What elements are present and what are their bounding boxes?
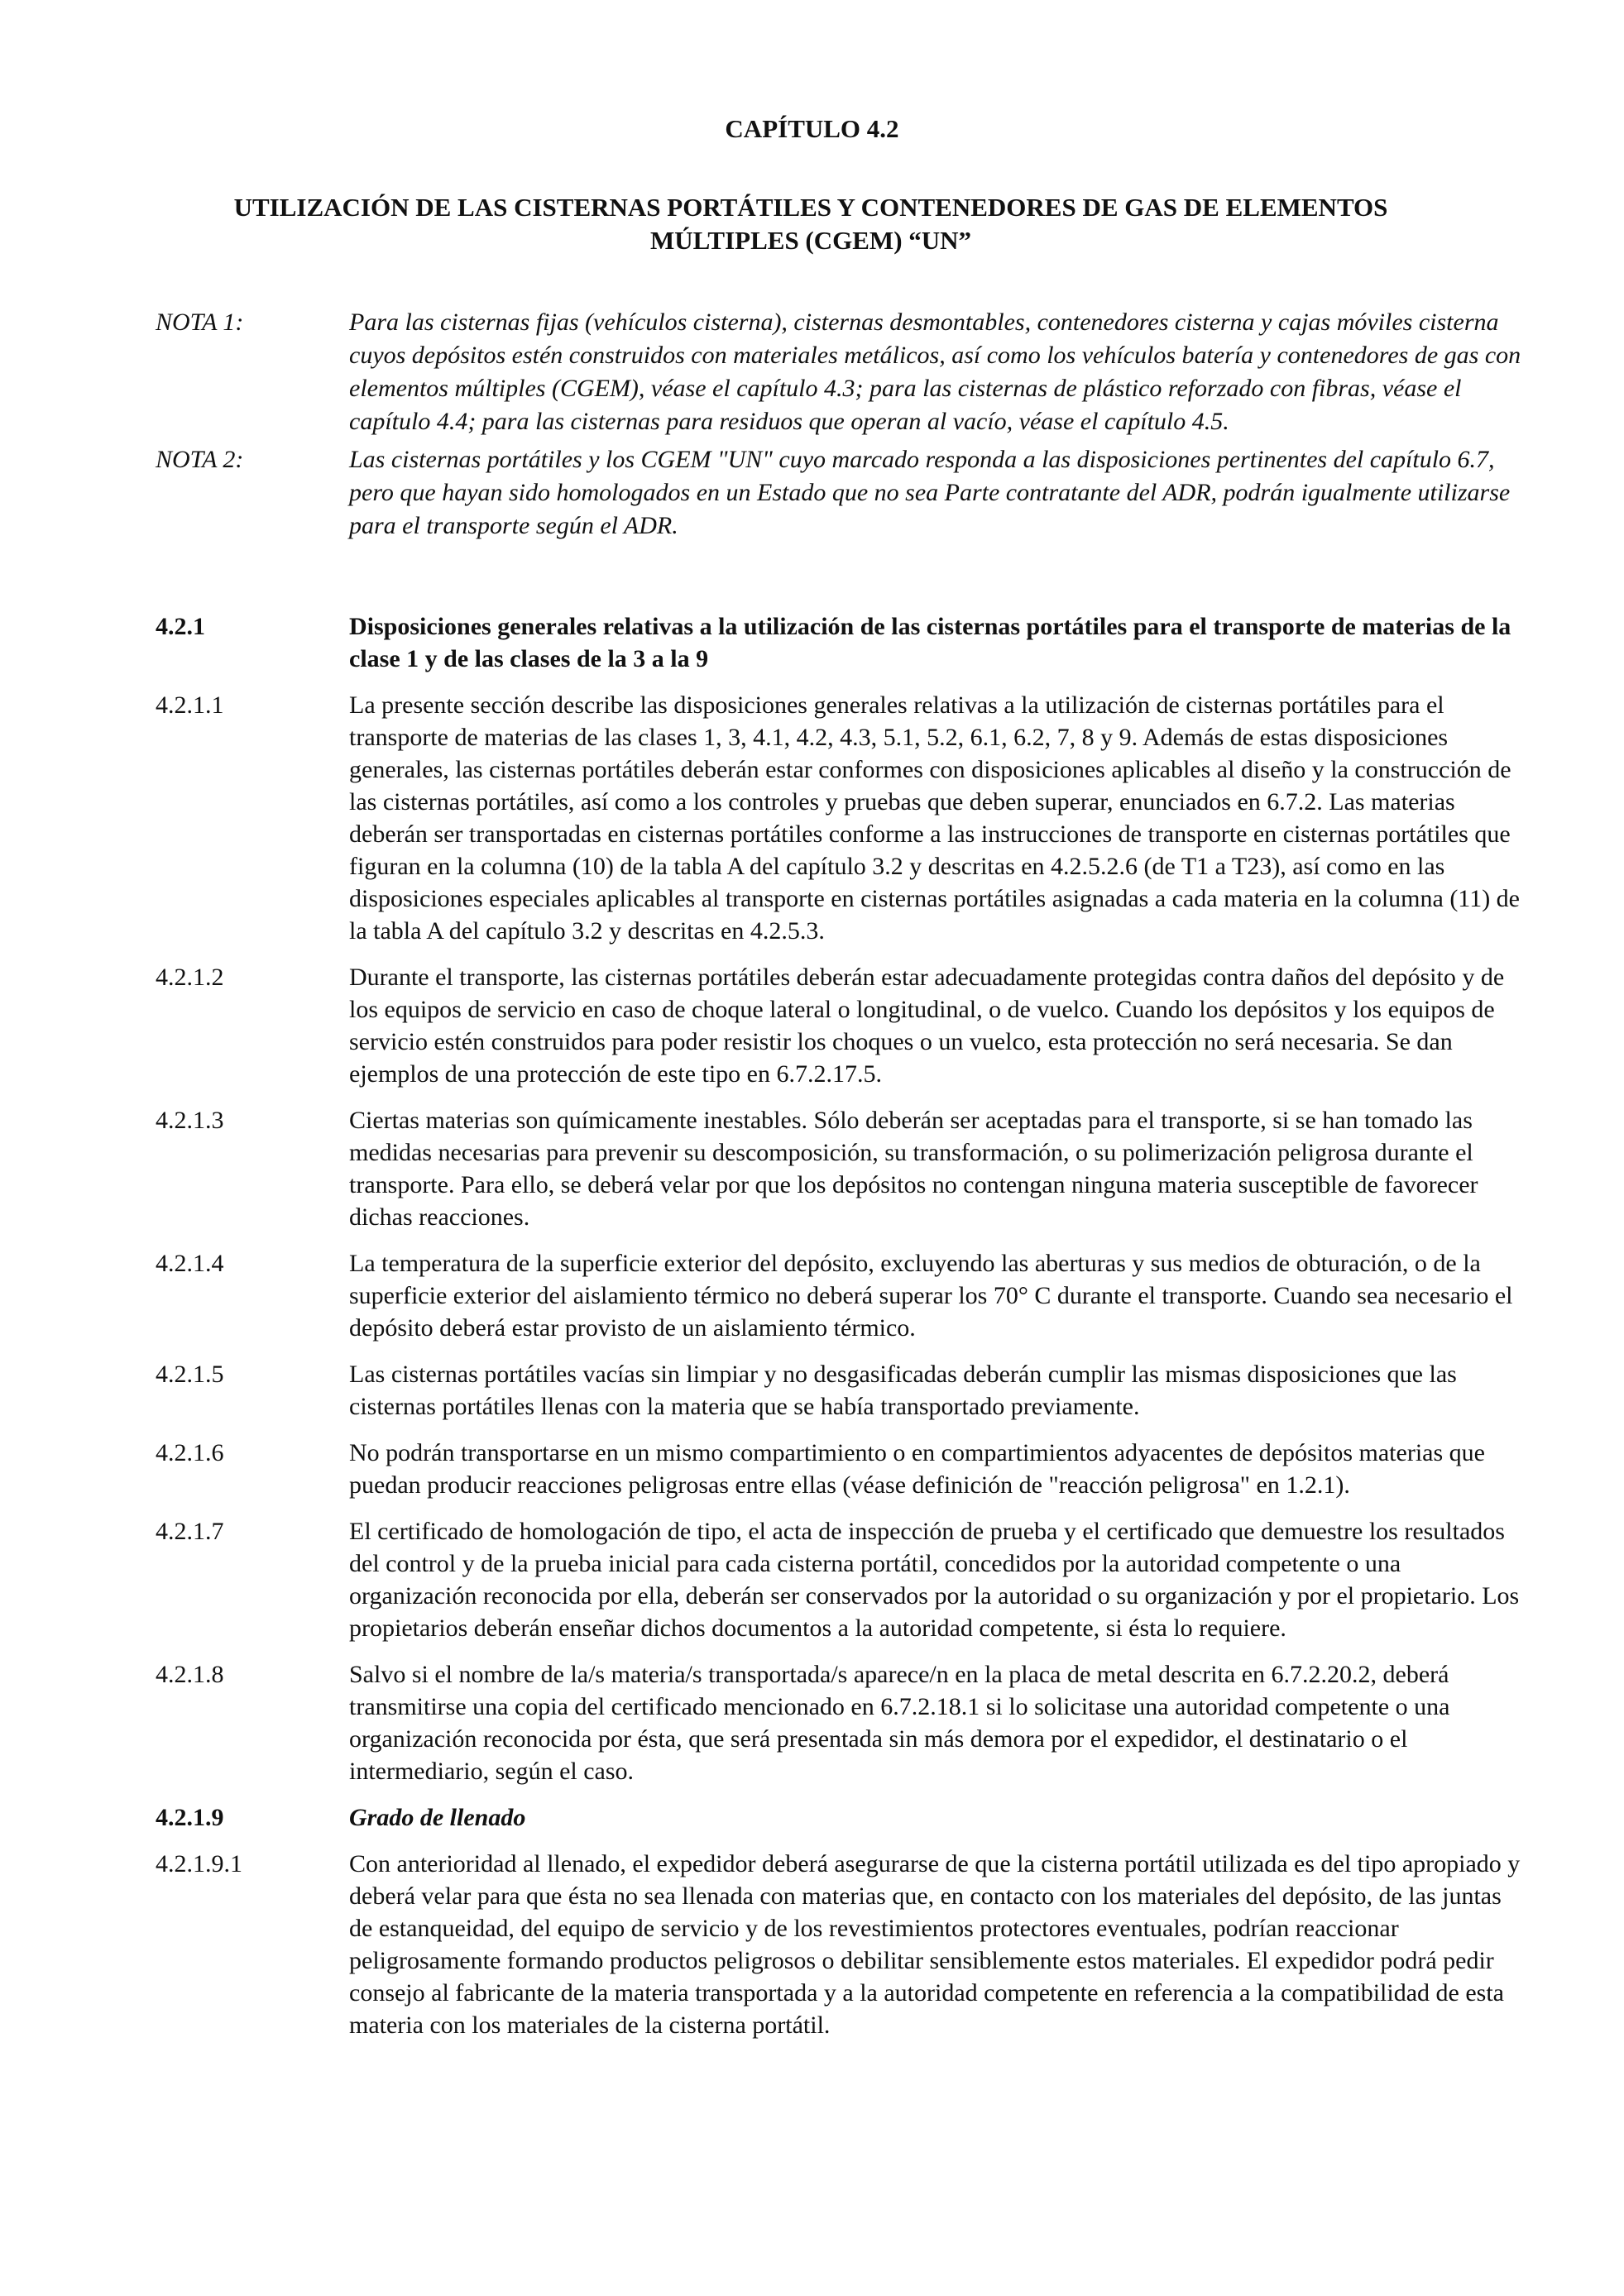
section-4-2-1-8 bbox=[156, 1658, 1529, 1787]
section-number: 4.2.1.3 bbox=[156, 1107, 224, 1134]
note-label: NOTA 1: bbox=[156, 309, 244, 336]
section-number: 4.2.1.4 bbox=[156, 1250, 224, 1277]
section-4-2-1-1 bbox=[156, 689, 1529, 947]
section-4-2-1-4 bbox=[156, 1247, 1529, 1344]
section-heading: Disposiciones generales relativas a la utilización de las cisternas portátiles para el transporte de materias de la clase 1 y de las clases de la 3 a la 9 bbox=[349, 613, 1511, 672]
section-4-2-1-6 bbox=[156, 1437, 1529, 1501]
section-subheading: Grado de llenado bbox=[349, 1804, 526, 1831]
note-label: NOTA 2: bbox=[156, 446, 244, 473]
section-4-2-1-5 bbox=[156, 1358, 1529, 1423]
section-number: 4.2.1.9 bbox=[156, 1804, 224, 1831]
section-paragraph: Durante el transporte, las cisternas portátiles deberán estar adecuadamente protegidas contra daños del depósito y de los equipos de servicio en caso de choque lateral o longitudinal, o de vuelco. Cuando los depósitos y los equipos de servicio estén construidos para poder resistir los choques o un vuelco, esta protección no será necesaria. Se dan ejemplos de una protección de este tipo en 6.7.2.17.5. bbox=[349, 964, 1505, 1088]
note-text: Las cisternas portátiles y los CGEM "UN" cuyo marcado responda a las disposiciones pertinentes del capítulo 6.7, pero que hayan sido homologados en un Estado que no sea Parte contratante del ADR, podrán igualmente utilizarse para el transporte según el ADR. bbox=[349, 446, 1511, 539]
section-paragraph: Las cisternas portátiles vacías sin limpiar y no desgasificadas deberán cumplir las mismas disposiciones que las cisternas portátiles llenas con la materia que se había transportado previamente. bbox=[349, 1361, 1457, 1420]
note-1 bbox=[156, 306, 1529, 438]
notes-block bbox=[156, 306, 1529, 548]
section-4-2-1 bbox=[156, 610, 1529, 675]
section-4-2-1-9 bbox=[156, 1801, 1529, 1834]
section-number: 4.2.1.6 bbox=[156, 1439, 224, 1466]
section-number: 4.2.1.5 bbox=[156, 1361, 224, 1388]
note-text: Para las cisternas fijas (vehículos cisterna), cisternas desmontables, contenedores cisterna y cajas móviles cisterna cuyos depósitos estén construidos con materiales metálicos, así como los vehículos batería y contenedores de gas con elementos múltiples (CGEM), véase el capítulo 4.3; para las cisternas de plástico reforzado con fibras, véase el capítulo 4.4; para las cisternas para residuos que operan al vacío, véase el capítulo 4.5. bbox=[349, 309, 1521, 435]
section-number: 4.2.1.1 bbox=[156, 691, 224, 719]
section-paragraph: Salvo si el nombre de la/s materia/s transportada/s aparece/n en la placa de metal descrita en 6.7.2.20.2, deberá transmitirse una copia del certificado mencionado en 6.7.2.18.1 si lo solicitase una autoridad competente o una organización reconocida por ésta, que será presentada sin más demora por el expedidor, el destinatario o el intermediario, según el caso. bbox=[349, 1661, 1450, 1785]
chapter-title: UTILIZACIÓN DE LAS CISTERNAS PORTÁTILES Y CONTENEDORES DE GAS DE ELEMENTOS MÚLTIPLES (CGEM) “UN” bbox=[233, 193, 1388, 255]
section-paragraph: La presente sección describe las disposiciones generales relativas a la utilización de cisternas portátiles para el transporte de materias de las clases 1, 3, 4.1, 4.2, 4.3, 5.1, 5.2, 6.1, 6.2, 7, 8 y 9. Además de estas disposiciones generales, las cisternas portátiles deberán estar conformes con disposiciones aplicables al diseño y la construcción de las cisternas portátiles, así como a los controles y pruebas que deben superar, enunciados en 6.7.2. Las materias deberán ser transportadas en cisternas portátiles conforme a las instrucciones de transporte en cisternas portátiles que figuran en la columna (10) de la tabla A del capítulo 3.2 y descritas en 4.2.5.2.6 (de T1 a T23), así como en las disposiciones especiales aplicables al transporte en cisternas portátiles asignadas a cada materia en la columna (11) de la tabla A del capítulo 3.2 y descritas en 4.2.5.3. bbox=[349, 691, 1520, 945]
section-number: 4.2.1.2 bbox=[156, 964, 224, 991]
section-4-2-1-7 bbox=[156, 1515, 1529, 1644]
chapter-heading: CAPÍTULO 4.2 bbox=[725, 114, 899, 143]
section-paragraph: Con anterioridad al llenado, el expedidor deberá asegurarse de que la cisterna portátil utilizada es del tipo apropiado y deberá velar para que ésta no sea llenada con materias que, en contacto con los materiales del depósito, de las juntas de estanqueidad, del equipo de servicio y de los revestimientos protectores eventuales, podrían reaccionar peligrosamente formando productos peligrosos o debilitar sensiblemente estos materiales. El expedidor podrá pedir consejo al fabricante de la materia transportada y a la autoridad competente en referencia a la compatibilidad de esta materia con los materiales de la cisterna portátil. bbox=[349, 1850, 1521, 2039]
section-number: 4.2.1.8 bbox=[156, 1661, 224, 1688]
sections-block bbox=[156, 610, 1529, 2055]
section-number: 4.2.1.7 bbox=[156, 1518, 224, 1545]
section-4-2-1-9-1 bbox=[156, 1848, 1529, 2041]
section-paragraph: No podrán transportarse en un mismo compartimiento o en compartimientos adyacentes de depósitos materias que puedan producir reacciones peligrosas entre ellas (véase definición de "reacción peligrosa" en 1.2.1). bbox=[349, 1439, 1485, 1499]
section-number: 4.2.1.9.1 bbox=[156, 1850, 242, 1877]
note-2 bbox=[156, 443, 1529, 543]
section-4-2-1-3 bbox=[156, 1104, 1529, 1233]
section-paragraph: Ciertas materias son químicamente inestables. Sólo deberán ser aceptadas para el transporte, si se han tomado las medidas necesarias para prevenir su descomposición, su transformación, o su polimerización peligrosa durante el transporte. Para ello, se deberá velar por que los depósitos no contengan ninguna materia susceptible de favorecer dichas reacciones. bbox=[349, 1107, 1478, 1231]
section-4-2-1-2 bbox=[156, 961, 1529, 1090]
section-number: 4.2.1 bbox=[156, 613, 205, 640]
section-paragraph: La temperatura de la superficie exterior del depósito, excluyendo las aberturas y sus medios de obturación, o de la superficie exterior del aislamiento térmico no deberá superar los 70° C durante el transporte. Cuando sea necesario el depósito deberá estar provisto de un aislamiento térmico. bbox=[349, 1250, 1513, 1342]
section-paragraph: El certificado de homologación de tipo, el acta de inspección de prueba y el certificado que demuestre los resultados del control y de la prueba inicial para cada cisterna portátil, concedidos por la autoridad competente o una organización reconocida por ella, deberán ser conservados por la autoridad o su organización y por el propietario. Los propietarios deberán enseñar dichos documentos a la autoridad competente, si ésta lo requiere. bbox=[349, 1518, 1520, 1642]
